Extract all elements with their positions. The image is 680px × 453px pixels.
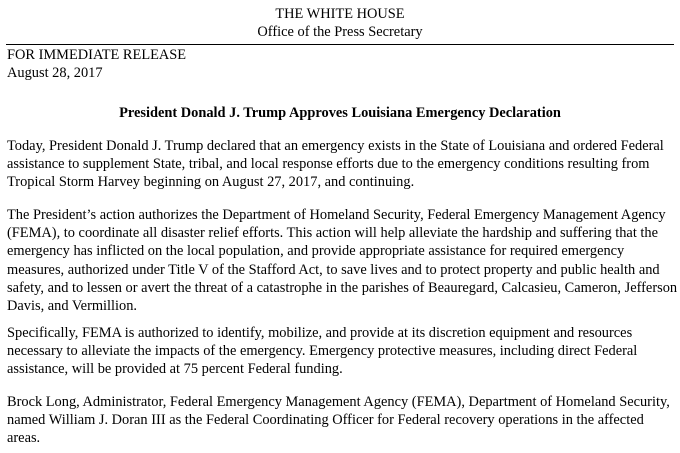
release-info [7, 46, 186, 82]
paragraph-coordinating-officer: Brock Long, Administrator, Federal Emergency Management Agency (FEMA), Department of Homeland Security, named William J. Doran III as the Federal Coordinating Officer for Federal recovery operations in the affected areas. [7, 394, 670, 447]
release-date: August 28, 2017 [7, 65, 103, 81]
page-title: President Donald J. Trump Approves Louisiana Emergency Declaration [119, 105, 561, 121]
office-name: Office of the Press Secretary [257, 24, 423, 40]
paragraph-fema-measures: Specifically, FEMA is authorized to identify, mobilize, and provide at its discretion equipment and resources necessary to alleviate the impacts of the emergency. Emergency protective measures, including direct Federal assistance, will be provided at 75 percent Federal funding. [7, 325, 638, 378]
paragraph-authorization: The President’s action authorizes the Department of Homeland Security, Federal Emergency Management Agency (FEMA), to coordinate all disaster relief efforts. This action will help alleviate the hardship and suffering that the emergency has inflicted on the local population, and provide appropriate assistance for required emergency measures, authorized under Title V of the Stafford Act, to save lives and to protect property and public health and safety, and to lessen or avert the threat of a catastrophe in the parishes of Beauregard, Calcasieu, Cameron, Jefferson Davis, and Vermillion. [7, 207, 678, 315]
release-label: FOR IMMEDIATE RELEASE [7, 47, 187, 63]
header-divider [6, 44, 674, 45]
paragraph-declaration: Today, President Donald J. Trump declared that an emergency exists in the State of Louisiana and ordered Federal assistance to supplement State, tribal, and local response efforts due to the emergency conditions resulting from Tropical Storm Harvey beginning on August 27, 2017, and continuing. [7, 138, 664, 191]
letterhead [0, 5, 680, 41]
org-name: THE WHITE HOUSE [275, 6, 405, 22]
